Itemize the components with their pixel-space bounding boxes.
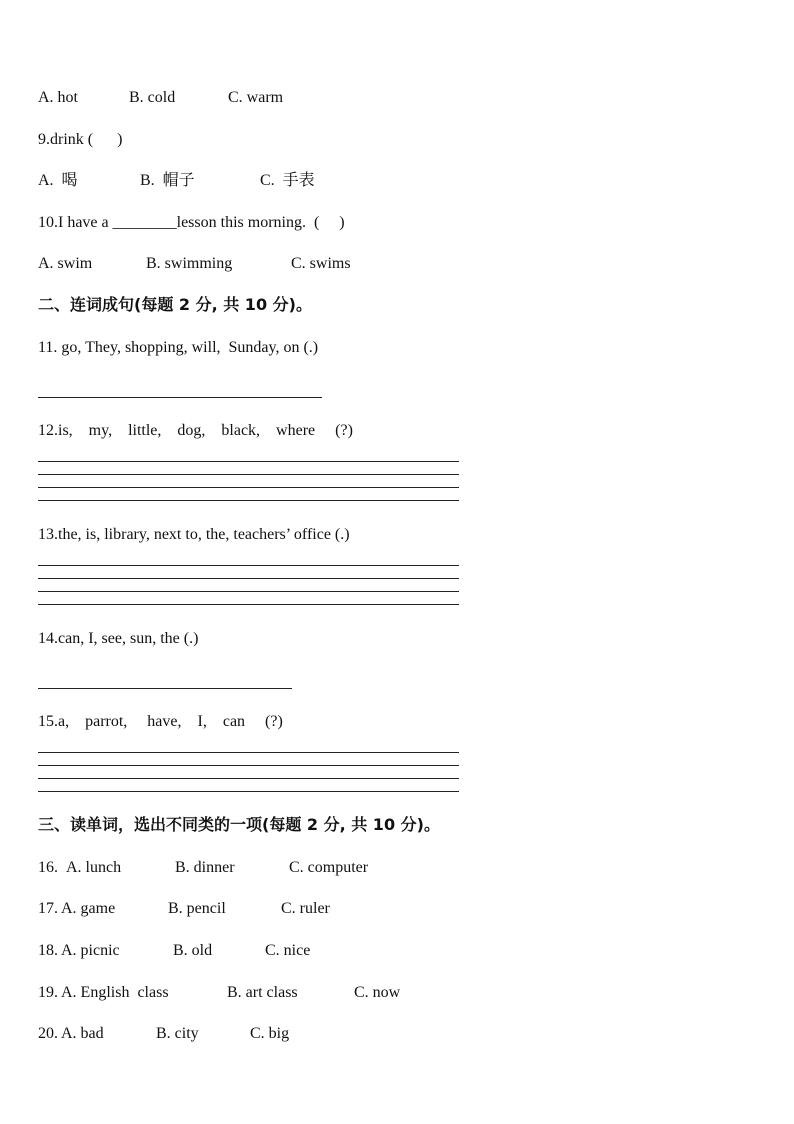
- q16-option-b: B. dinner: [175, 859, 235, 876]
- q16-option-c: C. computer: [289, 859, 369, 876]
- q19-number: 19.: [38, 984, 58, 1001]
- q8-option-b: B. cold: [129, 89, 176, 106]
- q12-answer-line: [38, 500, 459, 501]
- q9-option-a: A. 喝: [38, 172, 78, 189]
- q20-number: 20.: [38, 1025, 58, 1042]
- q12-prompt: 12.is, my, little, dog, black, where (?): [38, 422, 353, 439]
- q17-number: 17.: [38, 900, 58, 917]
- q17-option-a: A. game: [61, 900, 116, 917]
- q13-answer-line: [38, 604, 459, 605]
- q14-prompt: 14.can, I, see, sun, the (.): [38, 630, 199, 647]
- q19-option-a: A. English class: [61, 984, 169, 1001]
- q20-option-c: C. big: [250, 1025, 290, 1042]
- q10-option-c: C. swims: [291, 255, 351, 272]
- q13-answer-line: [38, 565, 459, 566]
- q8-option-a: A. hot: [38, 89, 78, 106]
- q14-answer-line: [38, 688, 292, 689]
- q19-option-b: B. art class: [227, 984, 298, 1001]
- q16-number: 16.: [38, 859, 58, 876]
- q17-option-b: B. pencil: [168, 900, 226, 917]
- q17-option-c: C. ruler: [281, 900, 330, 917]
- q10-option-b: B. swimming: [146, 255, 233, 272]
- q13-answer-line: [38, 591, 459, 592]
- section-2-heading: 二、连词成句(每题 2 分, 共 10 分)。: [38, 295, 312, 314]
- q19-option-c: C. now: [354, 984, 401, 1001]
- q12-answer-line: [38, 474, 459, 475]
- q13-answer-line: [38, 578, 459, 579]
- q18-option-b: B. old: [173, 942, 213, 959]
- q9-option-b: B. 帽子: [140, 172, 195, 189]
- q15-answer-line: [38, 765, 459, 766]
- q9-stem: 9.drink ( ): [38, 131, 123, 148]
- q15-answer-line: [38, 752, 459, 753]
- q13-prompt: 13.the, is, library, next to, the, teachers’ office (.): [38, 526, 350, 543]
- q18-number: 18.: [38, 942, 58, 959]
- q20-option-b: B. city: [156, 1025, 199, 1042]
- q10-stem: 10.I have a ________lesson this morning. ( ): [38, 214, 345, 231]
- q15-prompt: 15.a, parrot, have, I, can (?): [38, 713, 283, 730]
- q18-option-a: A. picnic: [61, 942, 120, 959]
- q11-prompt: 11. go, They, shopping, will, Sunday, on (.): [38, 339, 319, 356]
- q11-answer-line: [38, 397, 322, 398]
- q20-options: [38, 1024, 290, 1124]
- section-3-heading: 三、读单词，选出不同类的一项(每题 2 分, 共 10 分)。: [38, 815, 440, 834]
- q12-answer-line: [38, 487, 459, 488]
- q12-answer-line: [38, 461, 459, 462]
- q15-answer-line: [38, 791, 459, 792]
- q16-option-a: A. lunch: [66, 859, 122, 876]
- q20-option-a: A. bad: [61, 1025, 104, 1042]
- q8-option-c: C. warm: [228, 89, 284, 106]
- q9-option-c: C. 手表: [260, 172, 315, 189]
- q10-option-a: A. swim: [38, 255, 93, 272]
- q18-option-c: C. nice: [265, 942, 311, 959]
- q15-answer-line: [38, 778, 459, 779]
